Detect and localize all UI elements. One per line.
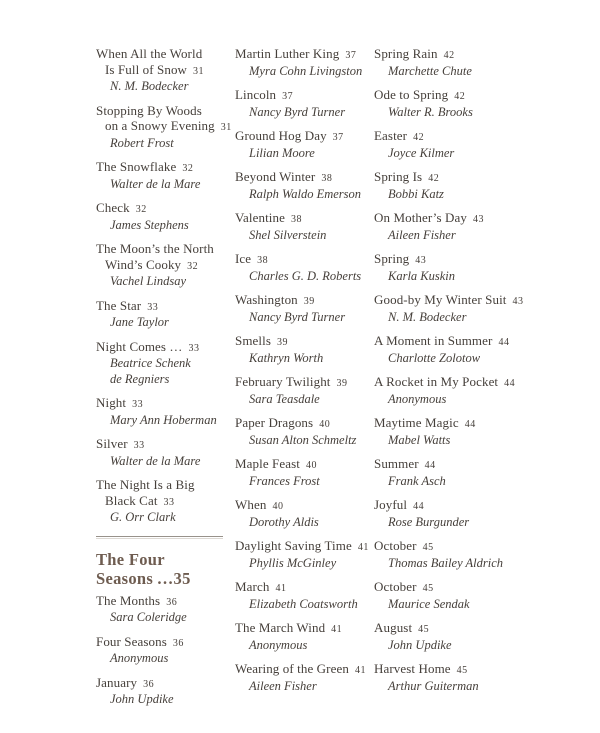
entry-title-line <box>235 661 366 679</box>
toc-entry <box>96 477 223 526</box>
entry-page-number: 44 <box>498 337 510 348</box>
entry-page-number: 44 <box>424 460 436 471</box>
toc-entry <box>96 634 223 667</box>
entry-author: Thomas Bailey Aldrich <box>388 555 504 570</box>
entry-title-line <box>96 634 223 652</box>
entry-title: Four Seasons <box>96 633 167 649</box>
entry-page-number: 43 <box>415 255 427 266</box>
entry-title: Spring Is <box>374 169 423 184</box>
entry-title: on a Snowy Evening <box>105 118 215 133</box>
entry-author: Joyce Kilmer <box>388 145 455 160</box>
entry-title: Easter <box>374 128 408 143</box>
entry-page-number: 31 <box>220 122 232 133</box>
entry-author: Myra Cohn Livingston <box>249 63 363 78</box>
entry-author: Vachel Lindsay <box>110 274 187 288</box>
entry-page-number: 45 <box>422 583 434 594</box>
entry-title: Maple Feast <box>235 456 301 471</box>
toc-entry <box>374 87 501 120</box>
entry-author: Elizabeth Coatsworth <box>249 596 358 611</box>
entry-title-line <box>96 159 223 177</box>
entry-title: Daylight Saving Time <box>235 538 352 553</box>
entry-author: John Updike <box>388 637 452 652</box>
entry-title-line <box>374 128 501 146</box>
entry-title-line <box>96 62 223 80</box>
entry-author: Anonymous <box>388 391 447 406</box>
entry-title-line <box>374 87 501 105</box>
entry-page-number: 41 <box>331 624 343 635</box>
entry-title-line <box>374 374 516 392</box>
entry-page-number: 37 <box>332 132 344 143</box>
toc-entry <box>374 374 516 407</box>
entry-title: Black Cat <box>105 492 158 508</box>
toc-entry <box>374 292 524 325</box>
entry-title-line <box>374 661 501 679</box>
entry-title: Smells <box>235 333 271 348</box>
toc-entry <box>374 210 501 243</box>
entry-author: de Regniers <box>110 371 170 386</box>
entry-title: When <box>235 497 267 512</box>
toc-entry <box>96 200 223 233</box>
toc-entry <box>235 128 362 161</box>
entry-page-number: 39 <box>303 296 315 307</box>
entry-author: Nancy Byrd Turner <box>249 309 346 324</box>
entry-title-line <box>374 169 501 187</box>
toc-entry <box>374 251 501 284</box>
entry-title: On Mother’s Day <box>374 210 467 225</box>
entry-page-number: 43 <box>512 296 524 307</box>
toc-entry <box>235 579 362 612</box>
entry-author: Marchette Chute <box>388 63 472 78</box>
entry-title: Is Full of Snow <box>105 61 188 77</box>
entry-title-line <box>374 292 524 310</box>
toc-entry <box>374 579 501 612</box>
entry-author: Anonymous <box>110 651 169 665</box>
entry-author: Dorothy Aldis <box>249 514 319 529</box>
entry-title-line <box>96 593 223 611</box>
entry-title-line <box>96 493 223 511</box>
entry-author: Arthur Guiterman <box>388 678 479 693</box>
entry-title: Lincoln <box>235 87 277 102</box>
toc-entry <box>374 620 501 653</box>
entry-title-line <box>96 46 223 62</box>
entry-title: Ode to Spring <box>374 87 449 102</box>
entry-page-number: 41 <box>357 542 369 553</box>
entry-page-number: 44 <box>464 419 476 430</box>
entry-title: Paper Dragons <box>235 415 314 430</box>
entry-title: The Moon’s the North <box>96 241 214 256</box>
toc-entry <box>235 46 362 79</box>
toc-entry <box>235 661 366 694</box>
entry-author: Bobbi Katz <box>388 186 444 201</box>
entry-page-number: 36 <box>166 596 178 608</box>
entry-title-line <box>96 241 223 257</box>
entry-page-number: 42 <box>454 91 466 102</box>
entry-page-number: 33 <box>188 342 200 354</box>
entry-title: August <box>374 620 413 635</box>
entry-title-line <box>235 128 362 146</box>
entry-title-line <box>374 333 510 351</box>
entry-title: Night <box>96 395 127 410</box>
section-heading-line: The Four <box>96 549 165 569</box>
entry-title: When All the World <box>96 46 203 61</box>
entry-title: Summer <box>374 456 419 471</box>
entry-title: Good-by My Winter Suit <box>374 292 507 307</box>
entry-title: The Night Is a Big <box>96 477 195 492</box>
entry-title-line <box>374 415 501 433</box>
entry-author: Kathryn Worth <box>249 350 324 365</box>
entry-title: Ice <box>235 251 252 266</box>
entry-author: N. M. Bodecker <box>388 309 467 324</box>
entry-title-line <box>235 333 362 351</box>
entry-title: The Snowflake <box>96 159 177 174</box>
toc-column-2 <box>235 46 369 702</box>
toc-entry <box>96 436 223 469</box>
entry-title-line <box>96 477 223 493</box>
entry-title-line <box>235 87 362 105</box>
entry-title-line <box>374 251 501 269</box>
toc-entry <box>96 241 223 290</box>
toc-entry <box>374 333 510 366</box>
section-heading <box>96 550 223 588</box>
toc-entry <box>235 169 362 202</box>
entry-title: A Rocket in My Pocket <box>374 374 499 389</box>
entry-author: Phyllis McGinley <box>249 555 337 570</box>
entry-author: Ralph Waldo Emerson <box>249 186 362 201</box>
toc-entry <box>96 102 232 152</box>
entry-title-line <box>235 46 362 64</box>
entry-title-line <box>96 339 223 357</box>
entry-title: Wearing of the Green <box>235 661 349 676</box>
toc-entry <box>235 538 369 571</box>
entry-page-number: 33 <box>133 440 145 451</box>
entry-author: Shel Silverstein <box>249 227 327 242</box>
entry-page-number: 39 <box>277 337 288 348</box>
toc-entry <box>235 251 362 284</box>
entry-title-line <box>235 620 362 638</box>
entry-title-line <box>374 46 501 64</box>
entry-page-number: 31 <box>193 65 205 77</box>
entry-author: Jane Taylor <box>110 315 169 329</box>
toc-entry <box>374 46 501 79</box>
entry-author: Walter R. Brooks <box>388 104 473 119</box>
entry-title-line <box>374 210 501 228</box>
entry-author: Frank Asch <box>388 473 446 488</box>
entry-title: The Months <box>96 592 161 608</box>
entry-page-number: 36 <box>143 678 155 690</box>
entry-title: Maytime Magic <box>374 415 459 430</box>
entry-author: Sara Teasdale <box>249 391 320 406</box>
entry-title: Check <box>96 200 130 215</box>
entry-author: Anonymous <box>249 637 308 652</box>
toc-entry <box>235 87 362 120</box>
toc-entry <box>374 497 501 530</box>
entry-title-line <box>235 538 369 556</box>
entry-title: February Twilight <box>235 374 331 389</box>
entry-title: January <box>96 674 138 690</box>
entry-title-line <box>96 257 223 275</box>
entry-page-number: 38 <box>291 214 302 225</box>
entry-page-number: 32 <box>135 204 147 215</box>
toc-entry <box>96 339 223 388</box>
entry-author: Mabel Watts <box>388 432 451 447</box>
entry-author: Rose Burgunder <box>388 514 470 529</box>
entry-page-number: 44 <box>504 378 516 389</box>
toc-entry <box>96 395 223 428</box>
entry-title-line <box>374 579 501 597</box>
entry-author: Beatrice Schenk <box>110 356 191 370</box>
entry-title: Spring <box>374 251 410 266</box>
entry-author: N. M. Bodecker <box>110 79 189 93</box>
toc-entry <box>235 456 362 489</box>
toc-entry <box>235 497 362 530</box>
toc-entry <box>235 374 362 407</box>
entry-title-line <box>374 620 501 638</box>
entry-title: Wind’s Cooky <box>105 256 182 272</box>
toc-entry <box>96 675 223 708</box>
toc-entry <box>374 661 501 694</box>
toc-entry <box>235 292 362 325</box>
toc-entry <box>235 415 362 448</box>
entry-title-line <box>235 415 362 433</box>
toc-entry <box>374 456 501 489</box>
entry-author: John Updike <box>110 692 174 706</box>
entry-title-line <box>235 251 362 269</box>
entry-page-number: 42 <box>443 50 455 61</box>
entry-author: Karla Kuskin <box>388 268 456 283</box>
toc-entry <box>96 298 223 331</box>
entry-title: Night Comes … <box>96 338 183 354</box>
entry-title-line <box>96 103 223 119</box>
entry-page-number: 41 <box>354 665 366 676</box>
toc-entry <box>235 210 362 243</box>
entry-author: Nancy Byrd Turner <box>249 104 346 119</box>
entry-title: A Moment in Summer <box>374 333 493 348</box>
entry-page-number: 39 <box>336 378 348 389</box>
entry-page-number: 33 <box>147 301 159 313</box>
entry-title: Joyful <box>374 497 408 512</box>
entry-author: Aileen Fisher <box>249 678 317 693</box>
entry-title-line <box>235 210 362 228</box>
entry-title-line <box>235 497 362 515</box>
entry-page-number: 37 <box>345 50 357 61</box>
entry-author: Susan Alton Schmeltz <box>249 432 357 447</box>
entry-title-line <box>96 436 223 454</box>
entry-author: Lilian Moore <box>249 145 315 160</box>
entry-title: October <box>374 538 417 553</box>
entry-page-number: 43 <box>472 214 484 225</box>
toc-entry <box>374 415 501 448</box>
entry-title: Silver <box>96 436 128 451</box>
toc-column-3 <box>374 46 524 702</box>
entry-title-line <box>374 456 501 474</box>
entry-author: James Stephens <box>110 217 189 232</box>
entry-page-number: 40 <box>319 419 331 430</box>
entry-title-line <box>96 118 232 136</box>
entry-page-number: 32 <box>182 163 194 174</box>
entry-author: Frances Frost <box>249 473 320 488</box>
entry-title-line <box>235 374 362 392</box>
toc-entry <box>96 159 223 192</box>
entry-title: Spring Rain <box>374 46 438 61</box>
entry-title-line <box>96 675 223 693</box>
toc-entry <box>96 46 223 95</box>
entry-page-number: 36 <box>172 637 184 649</box>
entry-title: Washington <box>235 292 298 307</box>
toc-column-1 <box>96 46 232 716</box>
entry-page-number: 37 <box>282 91 294 102</box>
entry-title-line <box>96 200 223 218</box>
entry-author: Walter de la Mare <box>110 453 201 468</box>
entry-page-number: 42 <box>428 173 440 184</box>
entry-title-line <box>374 538 501 556</box>
entry-author: Walter de la Mare <box>110 176 201 191</box>
entry-author: G. Orr Clark <box>110 510 176 524</box>
entry-author: Sara Coleridge <box>110 610 187 624</box>
entry-title-line <box>96 395 223 413</box>
toc-entry <box>374 169 501 202</box>
entry-title-line <box>96 298 223 316</box>
entry-page-number: 33 <box>163 496 175 508</box>
entry-author: Charlotte Zolotow <box>388 350 481 365</box>
entry-title: October <box>374 579 417 594</box>
toc-entry <box>235 333 362 366</box>
entry-title: The March Wind <box>235 620 326 635</box>
entry-title: Beyond Winter <box>235 169 316 184</box>
entry-title: Valentine <box>235 210 285 225</box>
entry-title: Stopping By Woods <box>96 102 202 118</box>
toc-entry <box>235 620 362 653</box>
entry-author: Robert Frost <box>110 135 174 150</box>
entry-page-number: 33 <box>132 399 144 410</box>
entry-title-line <box>235 579 362 597</box>
entry-page-number: 38 <box>257 255 269 266</box>
entry-page-number: 38 <box>321 173 333 184</box>
entry-title-line <box>374 497 501 515</box>
entry-page-number: 41 <box>275 583 287 594</box>
entry-page-number: 45 <box>422 542 434 553</box>
toc-entry <box>374 128 501 161</box>
entry-author: Charles G. D. Roberts <box>249 268 362 283</box>
toc-entry <box>96 593 223 626</box>
section-divider <box>96 536 223 539</box>
entry-page-number: 45 <box>418 624 430 635</box>
entry-author: Maurice Sendak <box>388 596 470 611</box>
entry-page-number: 44 <box>413 501 425 512</box>
entry-page-number: 45 <box>456 665 468 676</box>
entry-title: Martin Luther King <box>235 46 340 61</box>
entry-title: March <box>235 579 270 594</box>
section-heading-line: Seasons …35 <box>96 568 191 588</box>
entry-page-number: 42 <box>413 132 425 143</box>
entry-author: Mary Ann Hoberman <box>110 412 217 427</box>
entry-title-line <box>235 456 362 474</box>
entry-page-number: 32 <box>187 260 199 272</box>
entry-title: Ground Hog Day <box>235 128 327 143</box>
entry-title-line <box>235 169 362 187</box>
entry-title: Harvest Home <box>374 661 451 676</box>
entry-page-number: 40 <box>306 460 318 471</box>
entry-title-line <box>235 292 362 310</box>
entry-author: Aileen Fisher <box>388 227 456 242</box>
entry-page-number: 40 <box>272 501 284 512</box>
toc-entry <box>374 538 504 571</box>
entry-title: The Star <box>96 297 142 313</box>
